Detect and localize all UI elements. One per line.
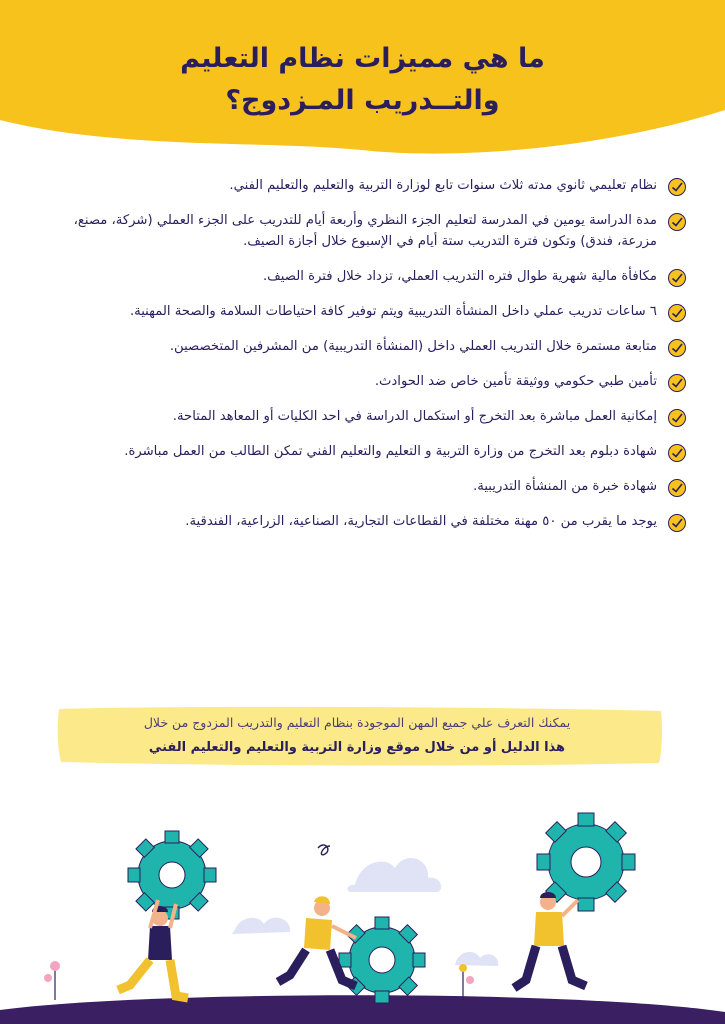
flower-icon — [459, 964, 474, 1000]
feature-text: ٦ ساعات تدريب عملي داخل المنشأة التدريبية ويتم توفير كافة احتياطات السلامة والصحة المهنية. — [129, 304, 657, 319]
feature-text: شهادة خبرة من المنشأة التدريبية. — [473, 479, 657, 494]
feature-text: إمكانية العمل مباشرة بعد التخرج أو استكمال الدراسة في احد الكليات أو المعاهد المتاحة. — [172, 409, 657, 424]
check-circle-icon — [667, 303, 687, 323]
feature-item — [37, 441, 687, 462]
check-circle-icon — [667, 212, 687, 232]
check-circle-icon — [667, 373, 687, 393]
feature-text: تأمين طبي حكومي ووثيقة تأمين خاص ضد الحوادث. — [374, 374, 657, 389]
check-circle-icon — [667, 268, 687, 288]
feature-item — [37, 266, 687, 287]
note-line-1: يمكنك التعرف علي جميع المهن الموجودة بنظام التعليم والتدريب المزدوج من خلال — [143, 715, 571, 730]
title-line-2: والتــدريب المـزدوج؟ — [225, 85, 500, 116]
ground-purple — [0, 995, 725, 1024]
feature-text: شهادة دبلوم بعد التخرج من وزارة التربية و التعليم والتعليم الفني تمكن الطالب من العمل مباشرة. — [124, 444, 657, 459]
feature-text: يوجد ما يقرب من ٥٠ مهنة مختلفة في القطاعات التجارية، الصناعية، الزراعية، الفندقية. — [185, 514, 657, 529]
note-line-2: هذا الدليل أو من خلال موقع وزارة التربية والتعليم والتعليم الفني — [148, 740, 566, 755]
check-circle-icon — [667, 338, 687, 358]
feature-text: مكافأة مالية شهرية طوال فتره التدريب العملي، تزداد خلال فترة الصيف. — [262, 269, 657, 284]
feature-text: نظام تعليمي ثانوي مدته ثلاث سنوات تابع لوزارة التربية والتعليم والتعليم الفني. — [229, 178, 657, 193]
check-circle-icon — [667, 177, 687, 197]
feature-text: مدة الدراسة يومين في المدرسة لتعليم الجزء النظري وأربعة أيام للتدريب على الجزء العملي (شركة، مصنع، مزرعة، فندق) وتكون فترة التدريب ستة أيام في الإسبوع خلال أجازة الصيف. — [73, 213, 657, 249]
feature-item — [37, 511, 687, 532]
flower-icon — [44, 961, 60, 1000]
feature-item — [37, 175, 687, 196]
cloud-shape — [348, 858, 442, 892]
check-circle-icon — [667, 408, 687, 428]
feature-item — [37, 476, 687, 497]
feature-text: متابعة مستمرة خلال التدريب العملي داخل (المنشأة التدريبية) من المشرفين المتخصصين. — [169, 339, 657, 354]
check-circle-icon — [667, 443, 687, 463]
title-line-1: ما هي مميزات نظام التعليم — [180, 43, 545, 74]
cloud-shape — [455, 952, 498, 966]
page-title — [0, 38, 725, 122]
check-circle-icon — [667, 478, 687, 498]
worker-figure — [514, 892, 586, 988]
feature-item — [37, 210, 687, 252]
cloud-shape — [232, 918, 290, 934]
feature-item — [37, 371, 687, 392]
gear-icon — [128, 831, 216, 919]
feature-item — [37, 406, 687, 427]
worker-figure — [278, 896, 356, 986]
features-list — [37, 175, 687, 546]
workers-illustration — [0, 800, 725, 1024]
check-circle-icon — [667, 513, 687, 533]
feature-item — [37, 301, 687, 322]
info-note — [55, 705, 665, 767]
gear-icon — [339, 917, 425, 1003]
feature-item — [37, 336, 687, 357]
